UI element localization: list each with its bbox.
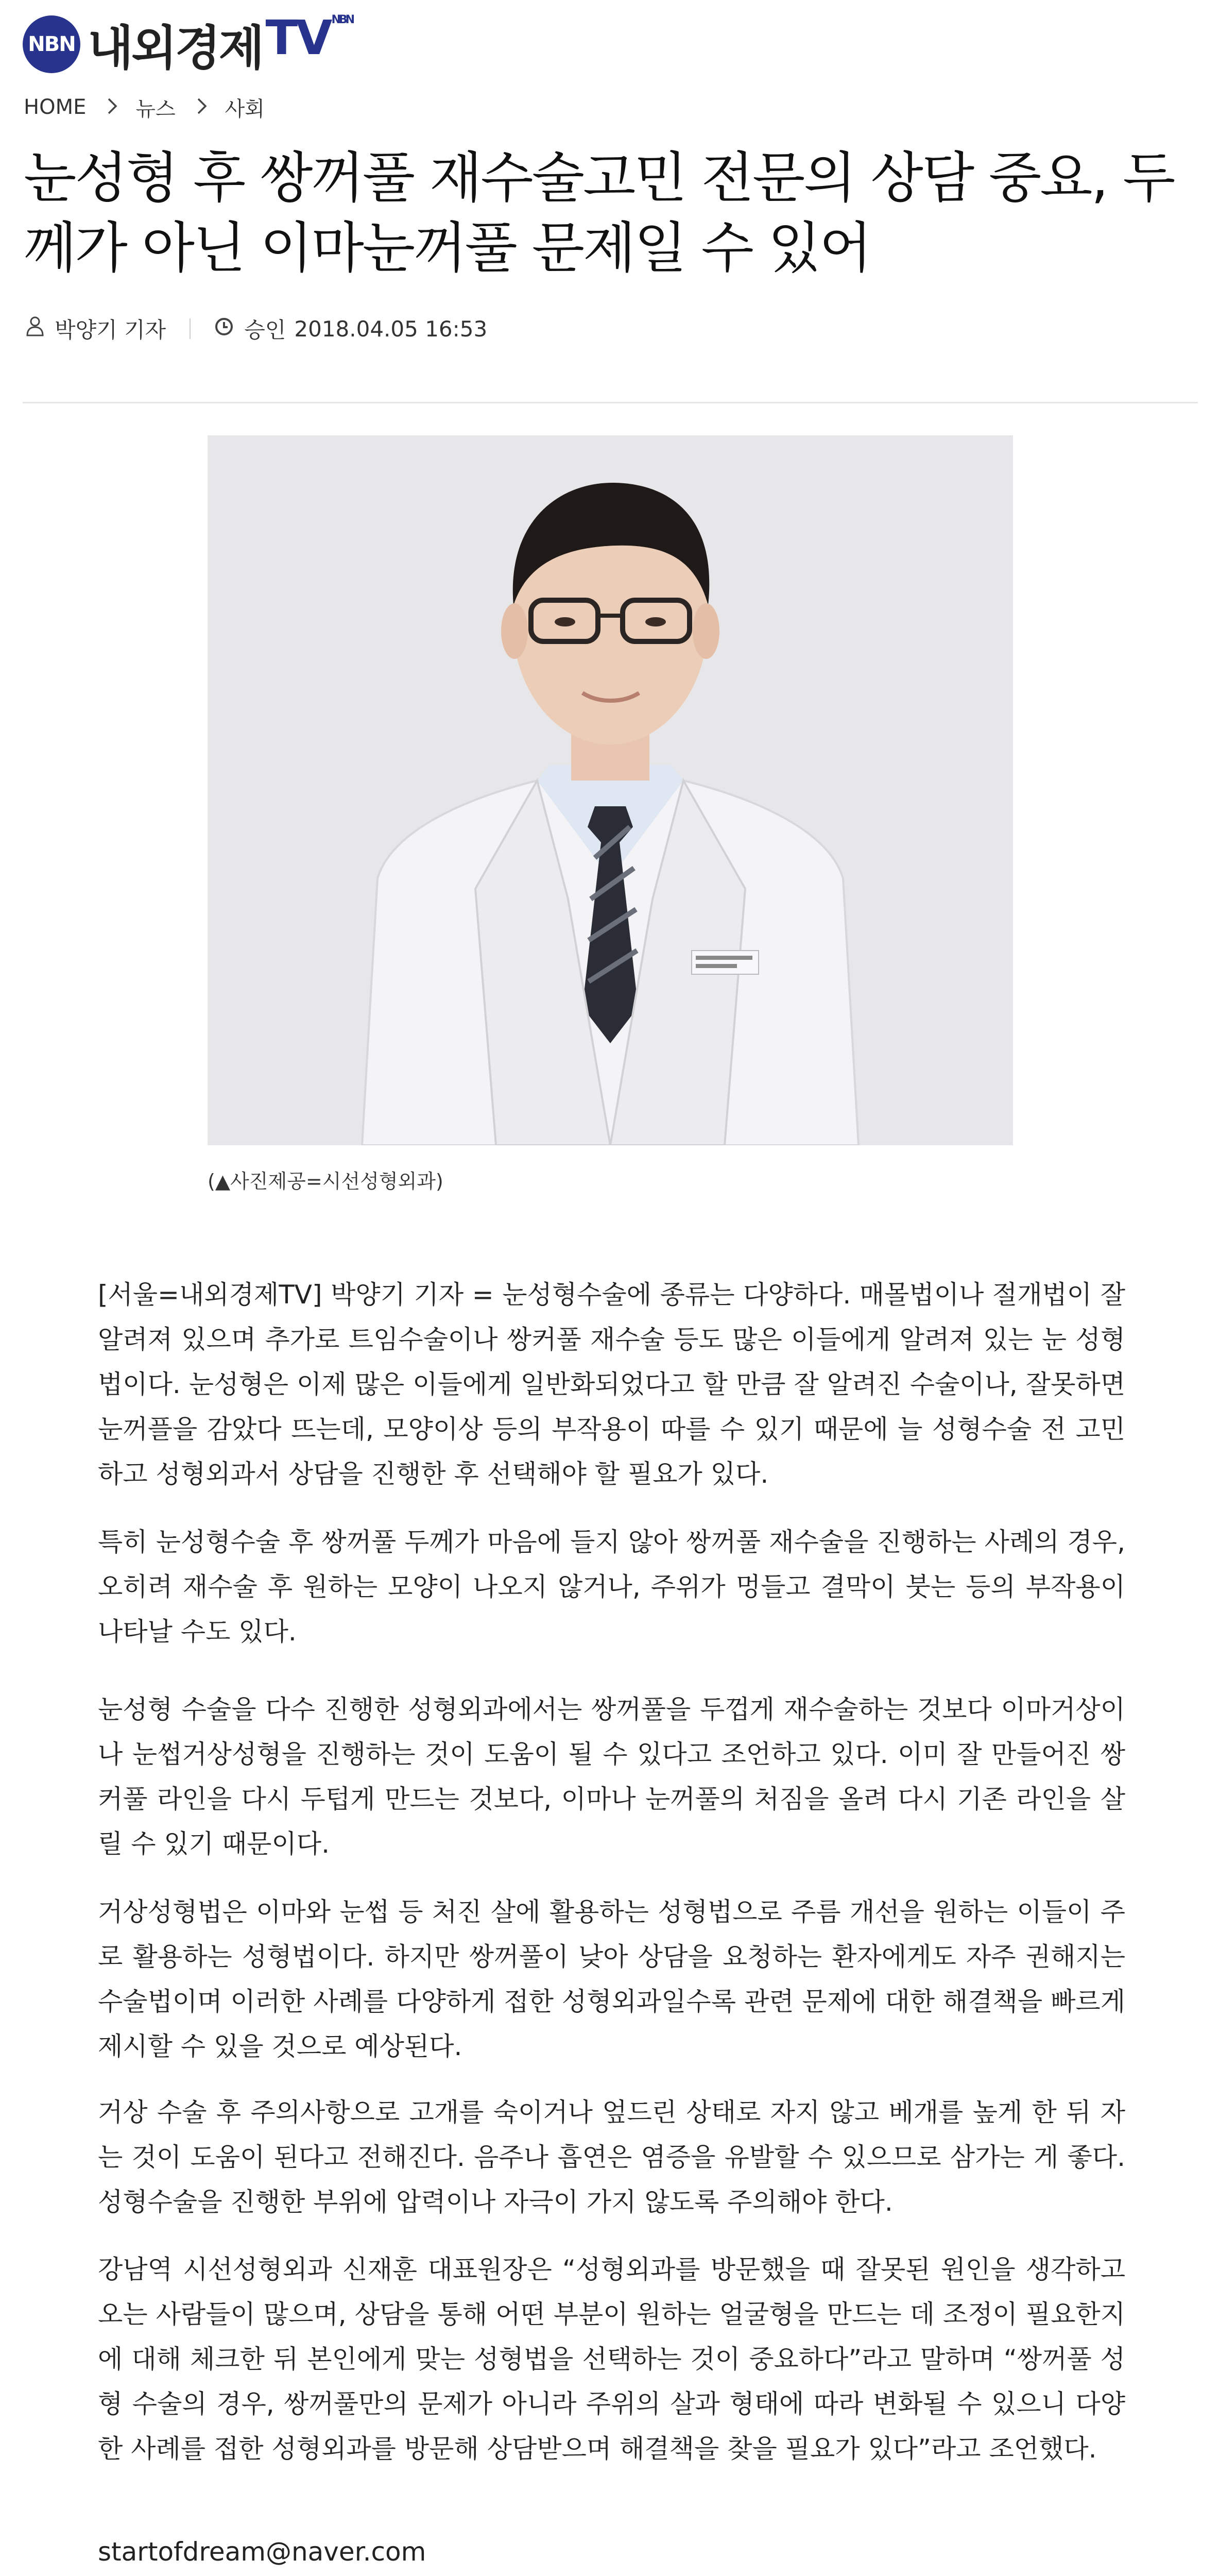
breadcrumb-home[interactable]: HOME xyxy=(24,95,87,119)
logo-superscript: NBN xyxy=(331,13,353,26)
paragraph: 눈성형 수술을 다수 진행한 성형외과에서는 쌍꺼풀을 두껍게 재수술하는 것보다 이마거상이나 눈썹거상성형을 진행하는 것이 도움이 될 수 있다고 조언하고 있다. 이미 잘 만들어진 쌍커풀 라인을 다시 두텁게 만드는 것보다, 이마나 눈꺼풀의 처짐을 올려 다시 기존 라인을 살릴 수 있기 때문이다. xyxy=(98,1694,1125,1859)
logo-badge: NBN xyxy=(23,15,80,73)
site-logo[interactable] xyxy=(23,10,353,76)
author-name[interactable]: 박양기 기자 xyxy=(55,317,166,343)
article-photo[interactable] xyxy=(208,435,1013,1145)
doctor-portrait xyxy=(208,435,1013,1145)
photo-caption: (▲사진제공=시선성형외과) xyxy=(208,1170,443,1193)
approved-label: 승인 xyxy=(244,317,286,343)
chevron-right-icon xyxy=(107,94,118,121)
breadcrumb xyxy=(24,92,265,123)
author-email[interactable]: startofdream@naver.com xyxy=(98,2537,426,2567)
chevron-right-icon xyxy=(196,94,208,121)
meta-divider xyxy=(190,318,191,339)
logo-name: 내외경제 xyxy=(88,21,263,76)
paragraph: 특히 눈성형수술 후 쌍꺼풀 두께가 마음에 들지 않아 쌍꺼풀 재수술을 진행하는 사례의 경우, 오히려 재수술 후 원하는 모양이 나오지 않거나, 주위가 멍들고 결막이 붓는 등의 부작용이 나타날 수도 있다. xyxy=(98,1527,1125,1647)
paragraph: 강남역 시선성형외과 신재훈 대표원장은 “성형외과를 방문했을 때 잘못된 원인을 생각하고 오는 사람들이 많으며, 상담을 통해 어떤 부분이 원하는 얼굴형을 만드는 데 조정이 필요한지에 대해 체크한 뒤 본인에게 맞는 성형법을 선택하는 것이 중요하다”라고 말하며 “쌍꺼풀 성형 수술의 경우, 쌍꺼풀만의 문제가 아니라 주위의 살과 형태에 따라 변화될 수 있으니 다양한 사례를 접한 성형외과를 방문해 상담받으며 해결책을 찾을 필요가 있다”라고 조언했다. xyxy=(98,2255,1125,2464)
breadcrumb-subsection[interactable]: 사회 xyxy=(225,97,265,121)
logo-wordmark xyxy=(88,10,353,78)
header-divider xyxy=(23,402,1198,403)
logo-tv: TV xyxy=(265,10,331,65)
clock-icon xyxy=(214,316,234,342)
paragraph: [서울=내외경제TV] 박양기 기자 = 눈성형수술에 종류는 다양하다. 매몰법이나 절개법이 잘 알려져 있으며 추가로 트임수술이나 쌍커풀 재수술 등도 많은 이들에게 알려져 있는 눈 성형법이다. 눈성형은 이제 많은 이들에게 일반화되었다고 할 만큼 잘 알려진 수술이나, 잘못하면 눈꺼플을 감았다 뜨는데, 모양이상 등의 부작용이 따를 수 있기 때문에 늘 성형수술 전 고민하고 성형외과서 상담을 진행한 후 선택해야 할 필요가 있다. xyxy=(98,1280,1125,1489)
article-meta xyxy=(26,313,487,344)
user-icon xyxy=(26,316,44,342)
article-title: 눈성형 후 쌍꺼풀 재수술고민 전문의 상담 중요, 두께가 아닌 이마눈꺼풀 문제일 수 있어 xyxy=(24,146,1174,280)
approved-datetime: 2018.04.05 16:53 xyxy=(294,316,488,342)
paragraph: 거상성형법은 이마와 눈썹 등 처진 살에 활용하는 성형법으로 주름 개선을 원하는 이들이 주로 활용하는 성형법이다. 하지만 쌍꺼풀이 낮아 상담을 요청하는 환자에게도 자주 권해지는 수술법이며 이러한 사례를 다양하게 접한 성형외과일수록 관련 문제에 대한 해결책을 빠르게 제시할 수 있을 것으로 예상된다. xyxy=(98,1897,1125,2061)
paragraph: 거상 수술 후 주의사항으로 고개를 숙이거나 엎드린 상태로 자지 않고 베개를 높게 한 뒤 자는 것이 도움이 된다고 전해진다. 음주나 흡연은 염증을 유발할 수 있으므로 삼가는 게 좋다. 성형수술을 진행한 부위에 압력이나 자극이 가지 않도록 주의해야 한다. xyxy=(98,2097,1125,2217)
breadcrumb-section[interactable]: 뉴스 xyxy=(135,97,176,121)
